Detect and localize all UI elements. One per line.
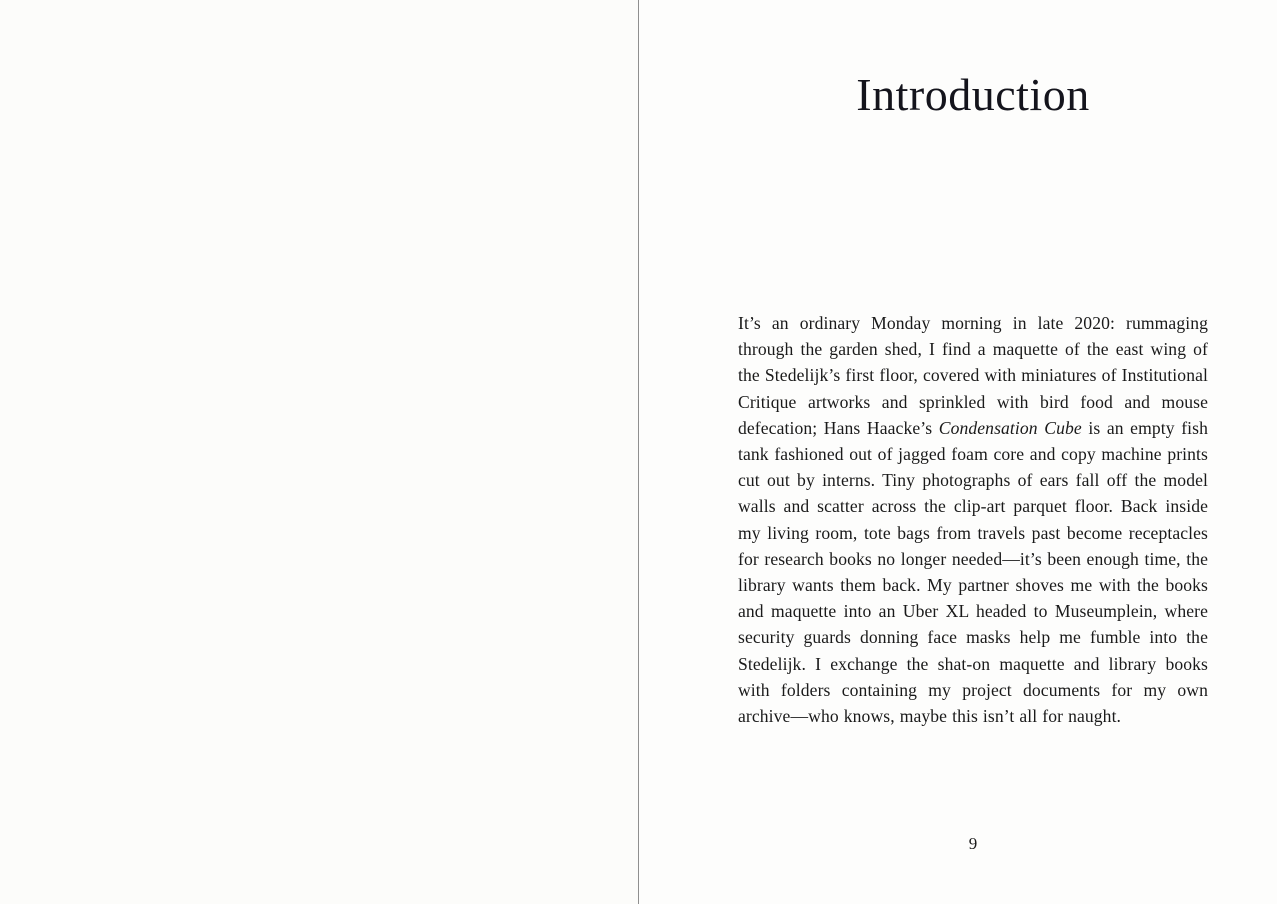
right-page (639, 0, 1277, 904)
chapter-body-paragraph: It’s an ordinary Monday morning in late 2020: rummaging through the garden shed, I find a maquette of the east wing of the Stedelijk’s first floor, covered with miniatures of Institutional Critique artworks and sprinkled with bird food and mouse defecation; Hans Haacke’s Condensation Cube is an empty fish tank fashioned out of jagged foam core and copy machine prints cut out by interns. Tiny photographs of ears fall off the model walls and scatter across the clip-art parquet floor. Back inside my living room, tote bags from travels past become receptacles for research books no longer needed—it’s been enough time, the library wants them back. My partner shoves me with the books and maquette into an Uber XL headed to Museumplein, where security guards donning face masks help me fumble into the Stedelijk. I exchange the shat-on maquette and library books with folders containing my project documents for my own archive—who knows, maybe this isn’t all for naught. (738, 313, 1208, 727)
chapter-title: Introduction (856, 69, 1090, 120)
left-page (0, 0, 638, 904)
page-number: 9 (968, 834, 978, 853)
